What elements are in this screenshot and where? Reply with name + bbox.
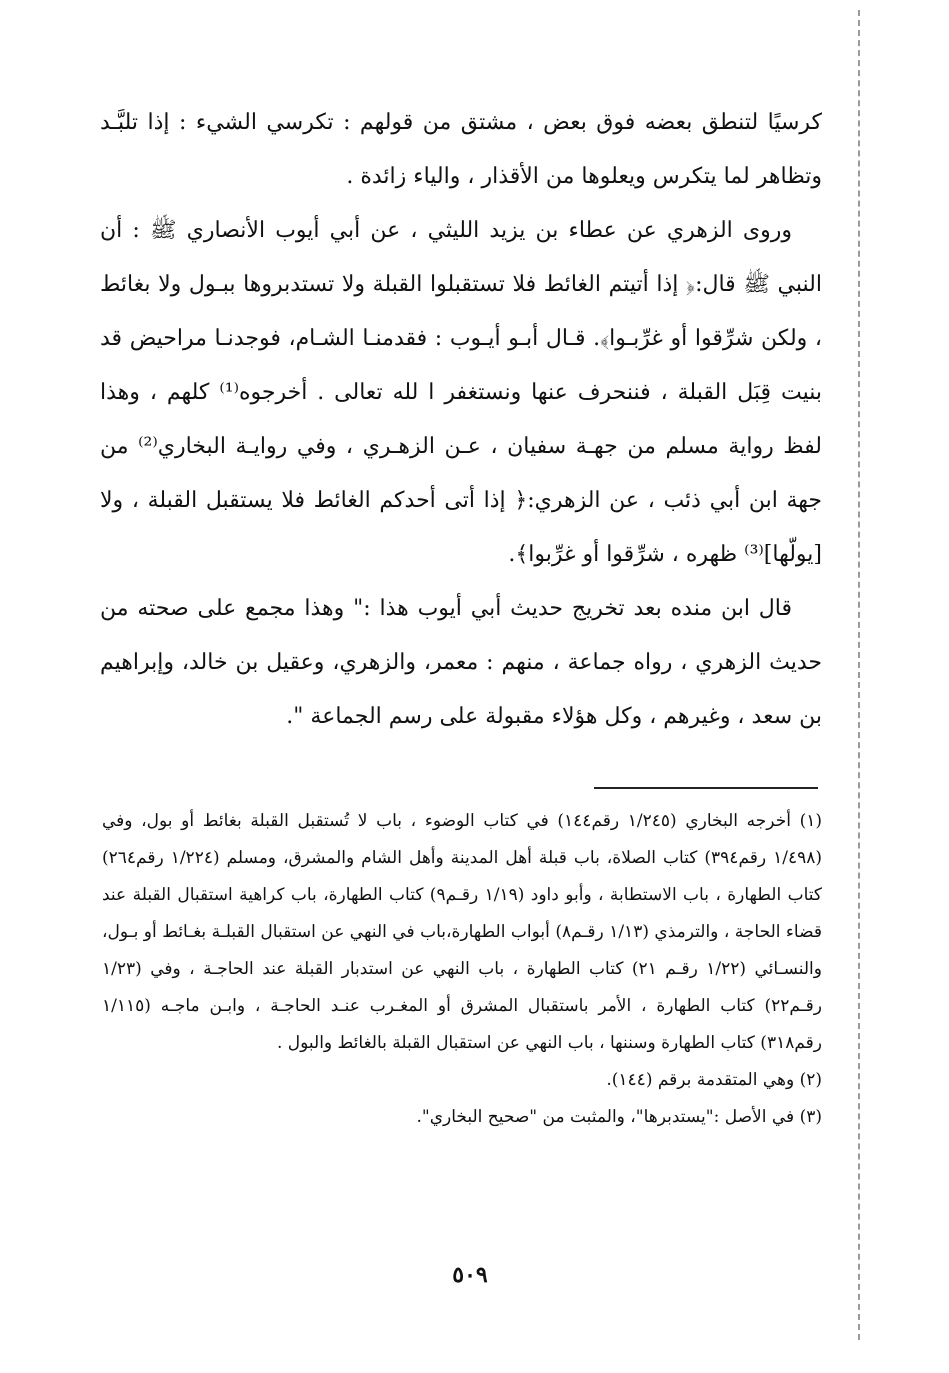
body-paragraph-1: كرسيًا لتنطق بعضه فوق بعض ، مشتق من قولهم : تكرسي الشيء : إذا تلبَّـد وتظاهر لما يتكرس ويعلوها من الأقذار ، والياء زائدة .: [100, 110, 823, 189]
footnote-2: (٢) وهي المتقدمة برقم (١٤٤).: [606, 1070, 822, 1090]
main-text: [100, 96, 822, 744]
footnote-separator: [594, 787, 818, 789]
footnote-3: (٣) في الأصل :"يستدبرها"، والمثبت من "صحيح البخاري".: [416, 1107, 822, 1127]
footnotes: [102, 803, 822, 1136]
scan-margin-line: [858, 10, 860, 1340]
body-paragraph-2: وروى الزهري عن عطاء بن يزيد الليثي ، عن أبي أيوب الأنصاري ﷺ : أن النبي ﷺ قال:﴿ إذا أتيتم الغائط فلا تستقبلوا القبلة ولا تستدبروها ببـول ولا بغائط ، ولكن شرِّقوا أو غرِّبـوا﴾. قـال أبـو أيـوب : فقدمنـا الشـام، فوجدنـا مراحيض قد بنيت قِبَل القبلة ، فننحرف عنها ونستغفر ا لله تعالى . أخرجوه⁽¹⁾ كلهم ، وهذا لفظ رواية مسلم من جهـة سفيان ، عـن الزهـري ، وفي روايـة البخاري⁽²⁾ من جهة ابن أبي ذئب ، عن الزهري:﴿ إذا أتى أحدكم الغائط فلا يستقبل القبلة ، ولا [يولّها]⁽³⁾ ظهره ، شرِّقوا أو غرِّبوا﴾.: [100, 218, 822, 567]
footnote-1: (١) أخرجه البخاري (١/٢٤٥ رقم١٤٤) في كتاب الوضوء ، باب لا تُستقبل القبلة بغائط أو بول، وفي (١/٤٩٨ رقم٣٩٤) كتاب الصلاة، باب قبلة أهل المدينة وأهل الشام والمشرق، ومسلم (١/٢٢٤ رقم٢٦٤) كتاب الطهارة ، باب الاستطابة ، وأبو داود (١/١٩ رقـم٩) كتاب الطهارة، باب كراهية استقبال القبلة عند قضاء الحاجة ، والترمذي (١/١٣ رقـم٨) أبواب الطهارة،باب في النهي عن استقبال القبلـة بغـائط أو بـول، والنسـائي (١/٢٢ رقـم ٢١) كتاب الطهارة ، باب النهي عن استدبار القبلة عند الحاجـة ، وفي (١/٢٣ رقـم٢٢) كتاب الطهارة ، الأمر باستقبال المشرق أو المغـرب عنـد الحاجـة ، وابـن ماجـه (١/١١٥ رقم٣١٨) كتاب الطهارة وسننها ، باب النهي عن استقبال القبلة بالغائط والبول .: [102, 811, 822, 1053]
page-number: ٥٠٩: [452, 1262, 488, 1288]
body-paragraph-3: قال ابن منده بعد تخريج حديث أبي أيوب هذا :" وهذا مجمع على صحته من حديث الزهري ، رواه جماعة ، منهم : معمر، والزهري، وعقيل بن خالد، وإبراهيم بن سعد ، وغيرهم ، وكل هؤلاء مقبولة على رسم الجماعة ".: [100, 596, 822, 729]
